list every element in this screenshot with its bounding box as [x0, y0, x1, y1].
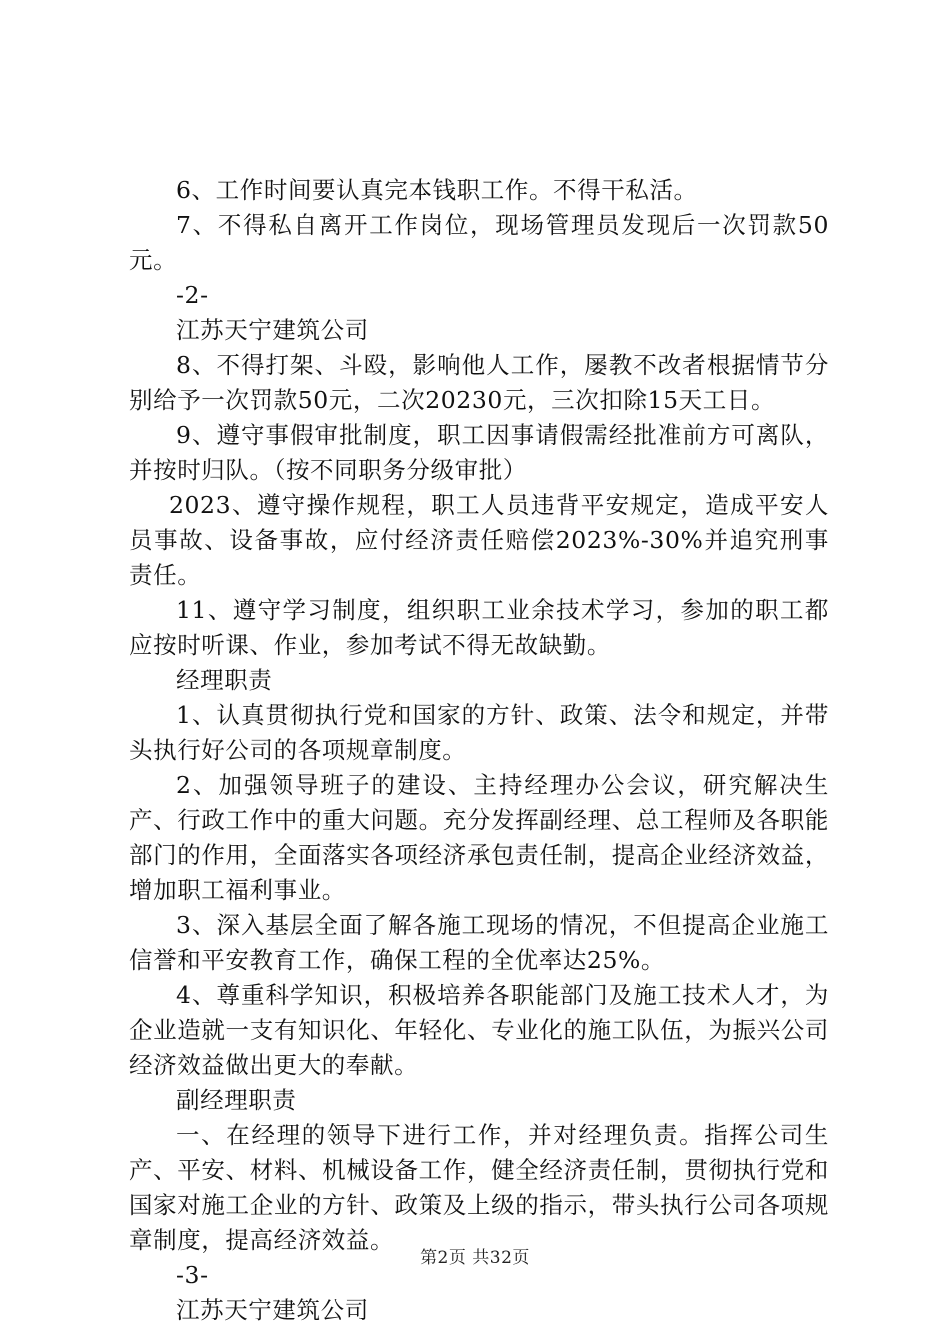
paragraph-manager-3: 3、深入基层全面了解各施工现场的情况，不但提高企业施工信誉和平安教育工作，确保工程的全优率达25%。 [129, 911, 829, 974]
paragraph-manager-1: 1、认真贯彻执行党和国家的方针、政策、法令和规定，并带头执行好公司的各项规章制度。 [129, 701, 829, 764]
section-heading-manager: 经理职责 [176, 666, 273, 694]
paragraph-rule-8: 8、不得打架、斗殴，影响他人工作，屡教不改者根据情节分别给予一次罚款50元，二次20230元，三次扣除15天工日。 [129, 351, 829, 414]
paragraph-rule-11: 11、遵守学习制度，组织职工业余技术学习，参加的职工都应按时听课、作业，参加考试不得无故缺勤。 [129, 596, 829, 659]
page-marker: -3- [176, 1261, 209, 1289]
paragraph-rule-9: 9、遵守事假审批制度，职工因事请假需经批准前方可离队，并按时归队。（按不同职务分级审批） [129, 421, 829, 484]
paragraph-rule-7: 7、不得私自离开工作岗位，现场管理员发现后一次罚款50元。 [129, 211, 829, 274]
company-name: 江苏天宁建筑公司 [176, 316, 369, 344]
document-body [129, 173, 829, 1328]
company-name: 江苏天宁建筑公司 [176, 1296, 369, 1324]
paragraph-deputy-1: 一、在经理的领导下进行工作，并对经理负责。指挥公司生产、平安、材料、机械设备工作，健全经济责任制，贯彻执行党和国家对施工企业的方针、政策及上级的指示，带头执行公司各项规章制度，提高经济效益。 [129, 1121, 829, 1254]
page-marker: -2- [176, 281, 209, 309]
page-indicator: 第2页 共32页 [420, 1248, 530, 1268]
paragraph-rule-10: 2023、遵守操作规程，职工人员违背平安规定，造成平安人员事故、设备事故，应付经济责任赔偿2023%-30%并追究刑事责任。 [129, 491, 829, 589]
paragraph-rule-6: 6、工作时间要认真完本钱职工作。不得干私活。 [176, 176, 698, 204]
section-heading-deputy-manager: 副经理职责 [176, 1086, 297, 1114]
paragraph-manager-2: 2、加强领导班子的建设、主持经理办公会议，研究解决生产、行政工作中的重大问题。充分发挥副经理、总工程师及各职能部门的作用，全面落实各项经济承包责任制，提高企业经济效益，增加职工福利事业。 [129, 771, 829, 904]
paragraph-manager-4: 4、尊重科学知识，积极培养各职能部门及施工技术人才，为企业造就一支有知识化、年轻化、专业化的施工队伍，为振兴公司经济效益做出更大的奉献。 [129, 981, 829, 1079]
